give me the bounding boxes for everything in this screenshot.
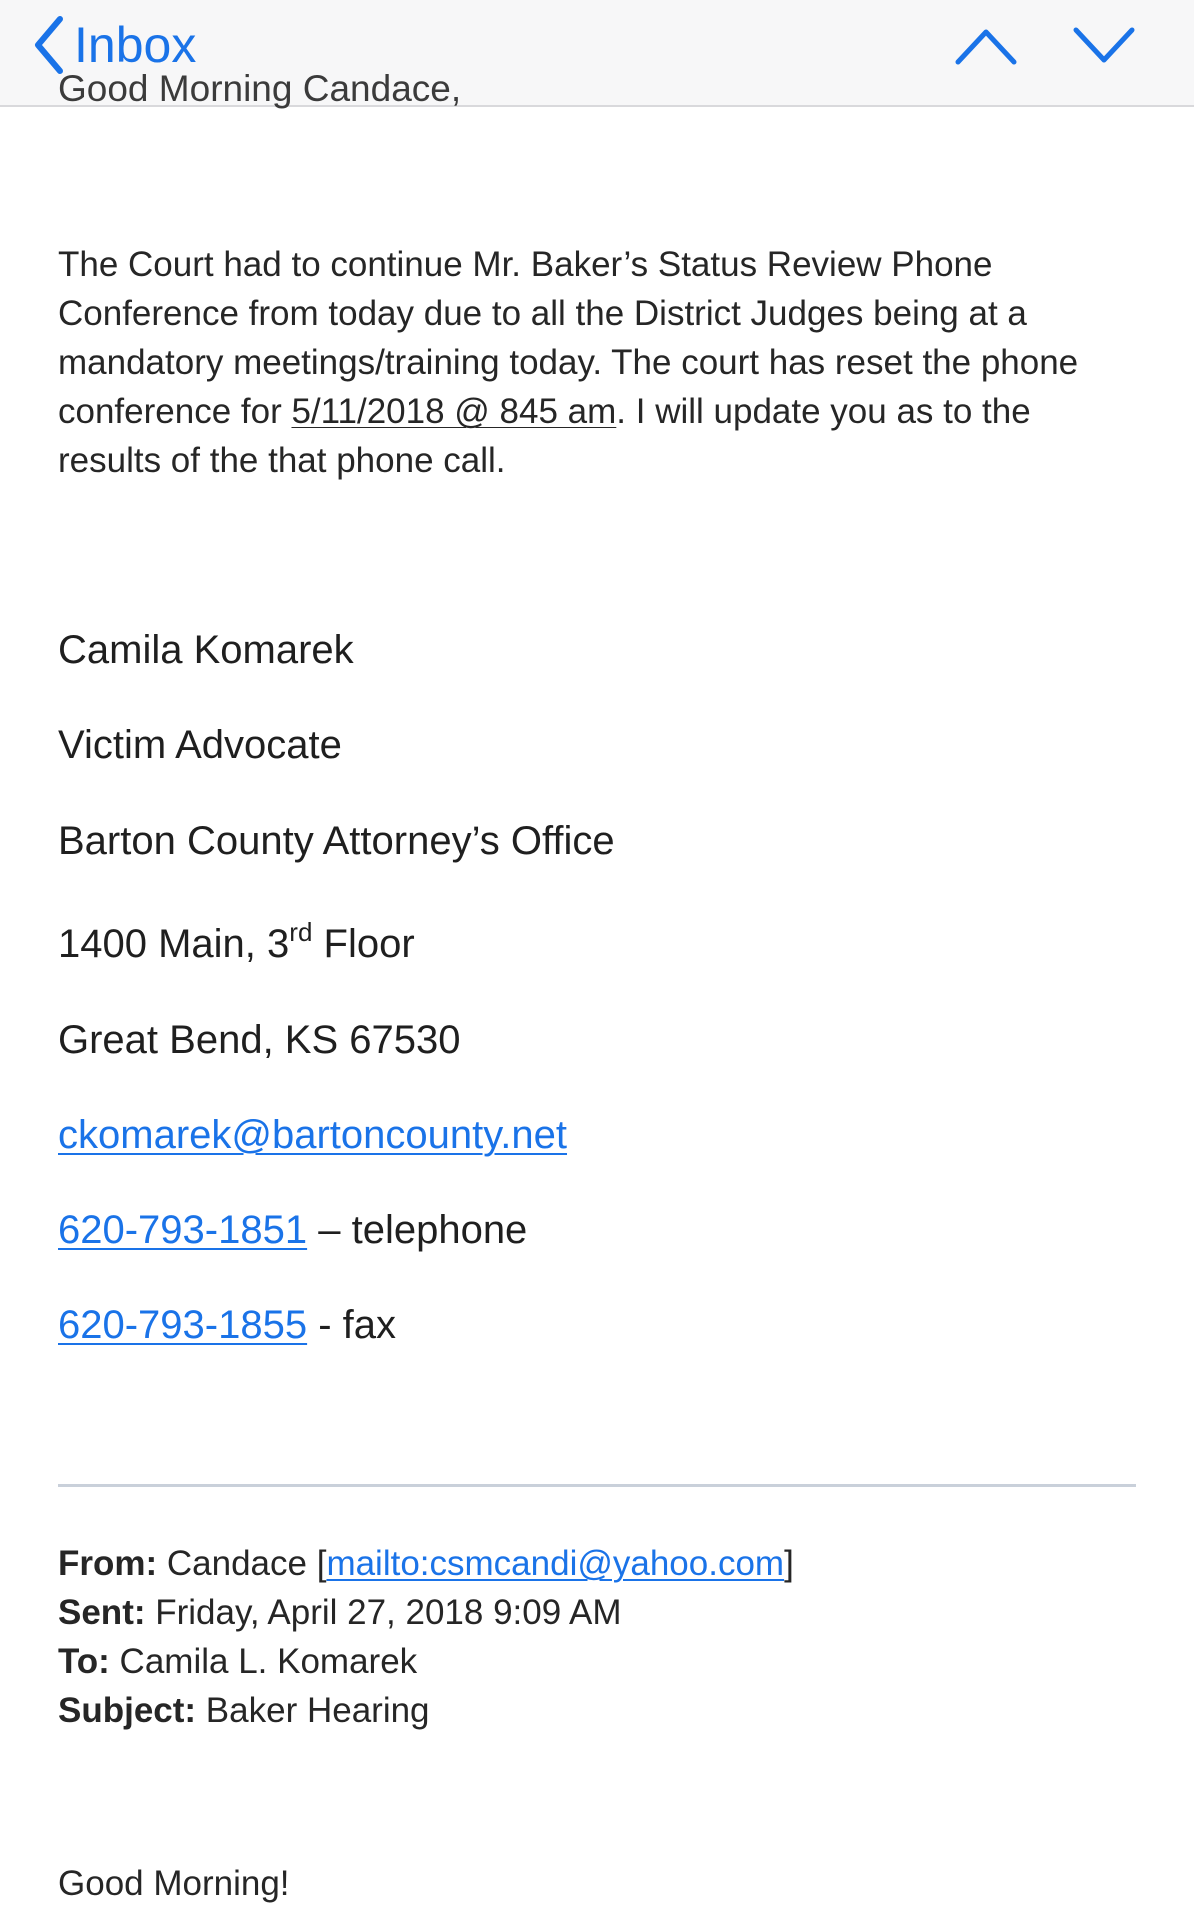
to-label: To: xyxy=(58,1642,110,1681)
signature-phone-line xyxy=(58,1206,527,1254)
quoted-sent-line xyxy=(58,1591,622,1635)
clipped-greeting-line xyxy=(58,68,478,116)
subject-value: Baker Hearing xyxy=(196,1691,430,1730)
to-value: Camila L. Komarek xyxy=(109,1642,418,1681)
body-text-end: . I will update you as to the results of the that phone call. xyxy=(58,392,1031,480)
sent-label: Sent: xyxy=(58,1593,146,1632)
quoted-to-line xyxy=(58,1640,417,1684)
message-body xyxy=(58,240,1138,485)
body-paragraph xyxy=(58,240,1138,485)
from-name: Candace [ xyxy=(157,1544,327,1583)
quoted-subject-line xyxy=(58,1689,430,1733)
from-close-bracket: ] xyxy=(784,1544,794,1583)
fax-label: - fax xyxy=(307,1303,397,1347)
signature-address xyxy=(58,917,415,968)
signature-name: Camila Komarek xyxy=(58,628,354,672)
chevron-left-icon xyxy=(34,15,64,75)
signature-email-line xyxy=(58,1111,567,1159)
date-time-link[interactable]: 5/11/2018 @ 845 am xyxy=(291,392,617,431)
address-street: 1400 Main, 3 xyxy=(58,922,290,966)
body-text-start: The Court had to continue Mr. Baker’s Status Review Phone Conference from today due to all the District Judges being at a mandatory meetings/training today. The court has reset the phone conference for xyxy=(58,245,1079,431)
from-label: From: xyxy=(58,1544,158,1583)
from-mailto-link[interactable]: mailto:csmcandi@yahoo.com xyxy=(326,1544,785,1583)
chevron-down-icon xyxy=(1072,18,1136,74)
clipped-greeting-text: Good Morning Candace, xyxy=(58,68,462,109)
signature-email-link[interactable]: ckomarek@bartoncounty.net xyxy=(58,1113,568,1157)
address-ordinal-suffix: rd xyxy=(289,917,313,947)
address-floor: Floor xyxy=(312,922,415,966)
signature-fax-link[interactable]: 620-793-1855 xyxy=(58,1303,308,1347)
signature-city: Great Bend, KS 67530 xyxy=(58,1018,461,1062)
quoted-message-divider xyxy=(58,1484,1136,1487)
signature-fax-line xyxy=(58,1301,396,1349)
phone-label: – telephone xyxy=(307,1208,528,1252)
signature-phone-link[interactable]: 620-793-1851 xyxy=(58,1208,308,1252)
signature-office: Barton County Attorney’s Office xyxy=(58,819,615,863)
quoted-from-line xyxy=(58,1542,794,1586)
previous-message-button[interactable] xyxy=(954,18,1018,74)
chevron-up-icon xyxy=(954,18,1018,74)
next-message-button[interactable] xyxy=(1072,18,1136,74)
sent-value: Friday, April 27, 2018 9:09 AM xyxy=(145,1593,622,1632)
signature-title: Victim Advocate xyxy=(58,723,342,767)
quoted-greeting: Good Morning! xyxy=(58,1864,290,1903)
back-button-label: Inbox xyxy=(74,17,197,73)
subject-label: Subject: xyxy=(58,1691,197,1730)
